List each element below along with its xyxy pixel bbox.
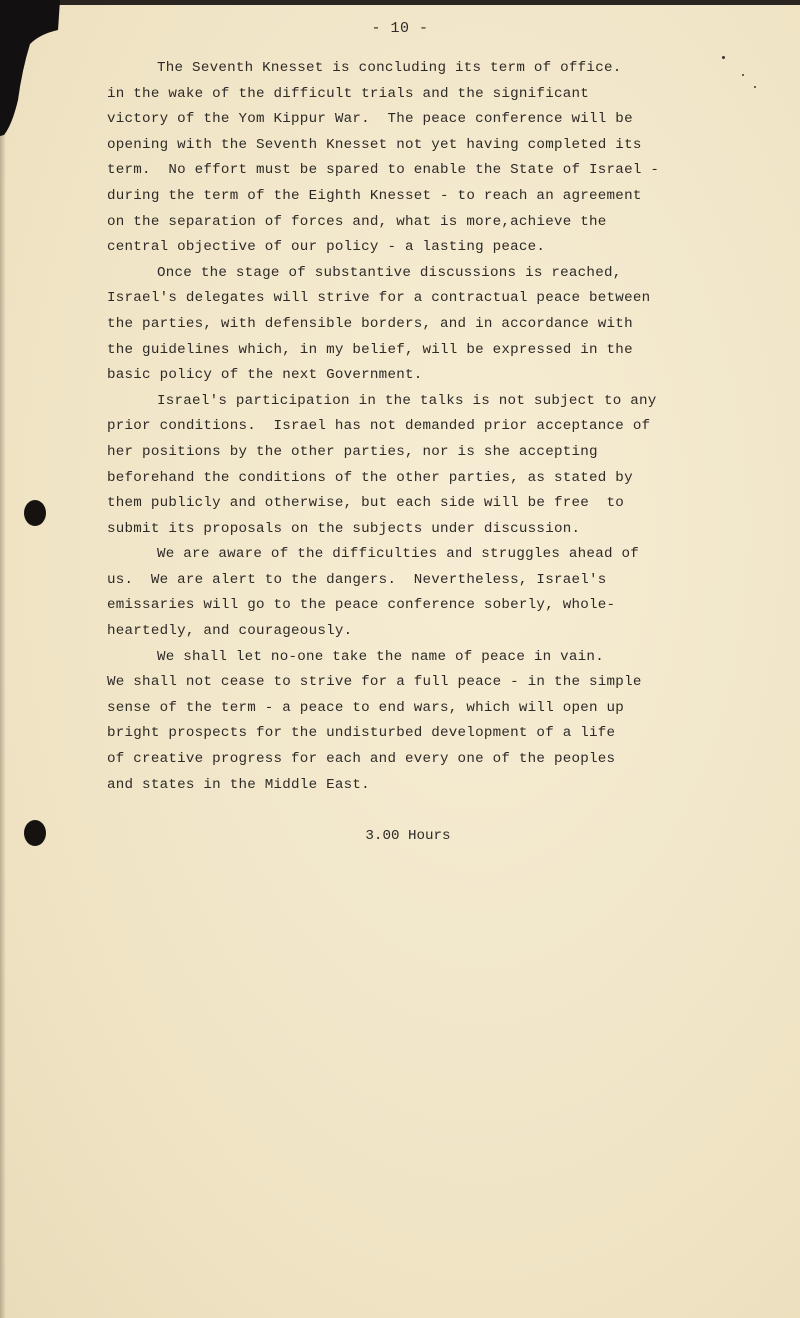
text-line: bright prospects for the undisturbed development of a life — [107, 725, 616, 742]
paragraph — [107, 542, 747, 644]
text-line: basic policy of the next Government. — [107, 367, 423, 384]
text-line: the guidelines which, in my belief, will be expressed in the — [107, 341, 633, 358]
paragraph — [107, 56, 747, 261]
text-line: Once the stage of substantive discussions is reached, — [157, 264, 622, 281]
text-line: We are aware of the difficulties and struggles ahead of — [157, 546, 640, 563]
text-line: The Seventh Knesset is concluding its term of office. — [157, 60, 622, 76]
text-line: of creative progress for each and every one of the peoples — [107, 751, 616, 768]
text-line: during the term of the Eighth Knesset - to reach an agreement — [107, 187, 642, 204]
text-line: prior conditions. Israel has not demanded prior acceptance of — [107, 418, 651, 435]
text-line: the parties, with defensible borders, and in accordance with — [107, 315, 633, 332]
text-line: We shall let no-one take the name of peace in vain. — [157, 648, 604, 665]
top-edge-border — [0, 0, 800, 5]
text-line: her positions by the other parties, nor is she accepting — [107, 443, 598, 460]
text-line: We shall not cease to strive for a full peace - in the simple — [107, 674, 642, 691]
page-number: - 10 - — [371, 20, 429, 37]
document-body — [107, 56, 747, 798]
text-line: victory of the Yom Kippur War. The peace conference will be — [107, 111, 633, 128]
text-line: term. No effort must be spared to enable the State of Israel - — [107, 162, 660, 179]
text-line: emissaries will go to the peace conference soberly, whole- — [107, 597, 616, 614]
text-line: Israel's participation in the talks is not subject to any — [157, 392, 657, 409]
speck-icon — [754, 86, 756, 88]
text-line: opening with the Seventh Knesset not yet having completed its — [107, 136, 642, 153]
signoff-time: 3.00 Hours — [365, 828, 451, 844]
paragraph — [107, 261, 747, 389]
text-line: submit its proposals on the subjects under discussion. — [107, 520, 581, 537]
text-line: on the separation of forces and, what is more,achieve the — [107, 213, 607, 230]
punch-hole-icon — [24, 500, 46, 526]
text-line: and states in the Middle East. — [107, 776, 370, 793]
paragraph — [107, 389, 747, 543]
text-line: central objective of our policy - a lasting peace. — [107, 239, 546, 256]
paragraph — [107, 645, 747, 799]
text-line: in the wake of the difficult trials and the significant — [107, 85, 590, 102]
text-line: us. We are alert to the dangers. Nevertheless, Israel's — [107, 571, 607, 588]
text-line: sense of the term - a peace to end wars, which will open up — [107, 699, 625, 716]
text-line: them publicly and otherwise, but each side will be free to — [107, 495, 625, 512]
text-line: beforehand the conditions of the other parties, as stated by — [107, 469, 633, 486]
text-line: Israel's delegates will strive for a contractual peace between — [107, 290, 651, 307]
left-edge-shadow — [0, 0, 6, 1318]
text-line: heartedly, and courageously. — [107, 623, 353, 640]
